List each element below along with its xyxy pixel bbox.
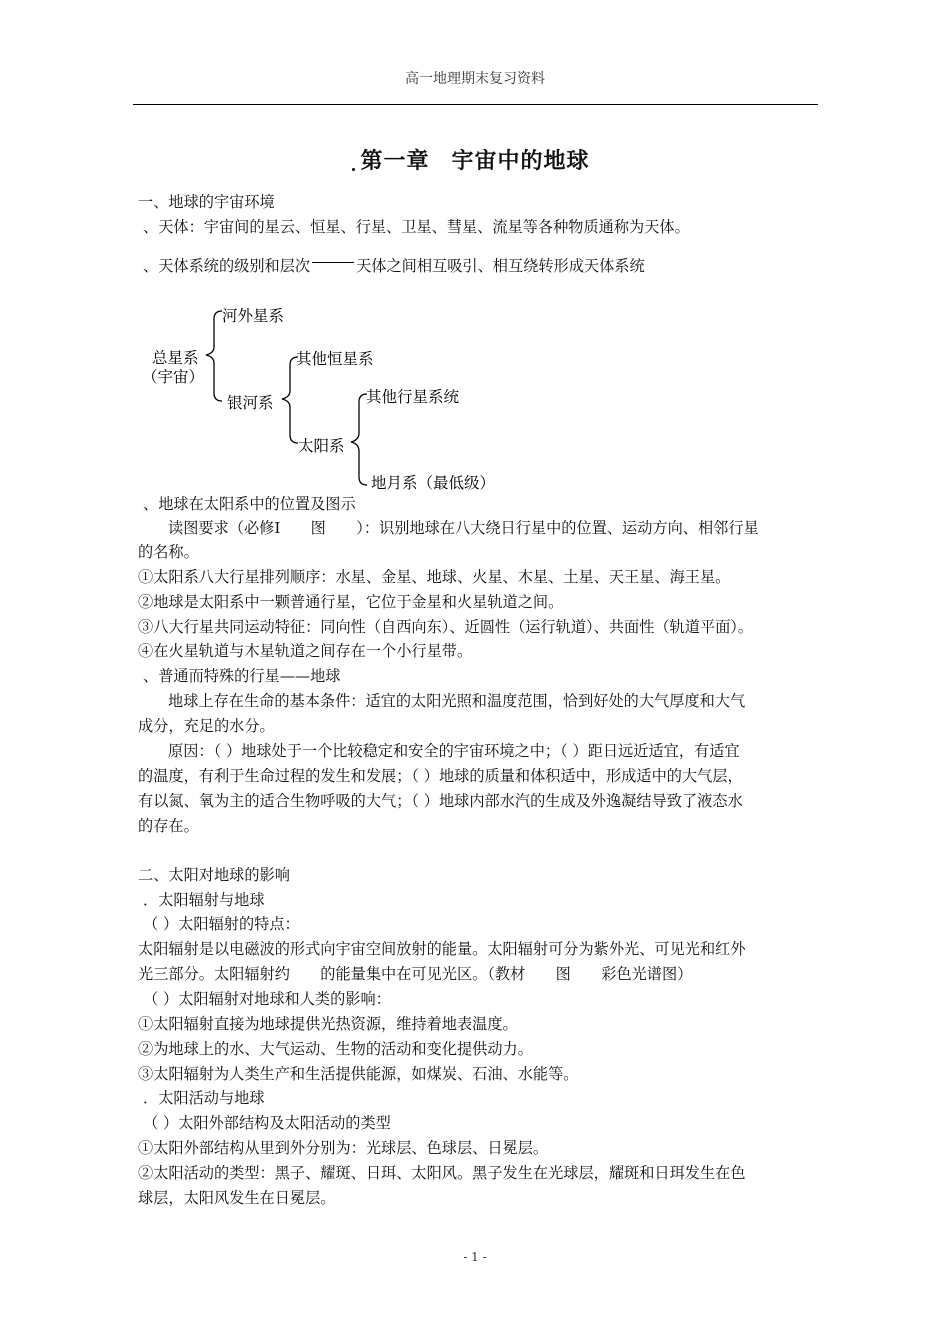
title-mark [352, 168, 355, 171]
text-line: ③八大行星共同运动特征：同向性（自西向东）、近圆性（运行轨道）、共面性（轨道平面）。 [138, 618, 754, 636]
text-line: 有以氮、氧为主的适合生物呼吸的大气；（ ）地球内部水汽的生成及外逸凝结导致了液态水 [138, 792, 743, 810]
text-line: ②太阳活动的类型：黑子、耀斑、日珥、太阳风。黑子发生在光球层，耀斑和日珥发生在色 [138, 1164, 746, 1182]
text-line: ②为地球上的水、大气运动、生物的活动和变化提供动力。 [138, 1040, 533, 1058]
text-line: ．太阳活动与地球 [143, 1089, 265, 1107]
text-line: 的名称。 [138, 543, 199, 561]
text-span: 天体之间相互吸引、相互绕转形成天体系统 [356, 257, 645, 275]
text-line: 、天体：宇宙间的星云、恒星、行星、卫星、彗星、流星等各种物质通称为天体。 [143, 218, 690, 236]
text-line: ②地球是太阳系中一颗普通行星，它位于金星和火星轨道之间。 [138, 593, 564, 611]
text-line: ．太阳辐射与地球 [143, 891, 265, 909]
text-span: 、天体系统的级别和层次 [143, 257, 311, 275]
label-yuzhou: （宇宙） [142, 368, 205, 386]
text-line: 的温度，有利于生命过程的发生和发展；（ ）地球的质量和体积适中，形成适中的大气层， [138, 767, 743, 785]
text-line: ①太阳辐射直接为地球提供光热资源，维持着地表温度。 [138, 1015, 518, 1033]
label-qitaxingxingxitong: 其他行星系统 [366, 388, 460, 406]
label-hewaixingxi: 河外星系 [222, 307, 285, 325]
label-diyuexi: 地月系（最低级） [371, 474, 496, 492]
text-line: ①太阳外部结构从里到外分别为：光球层、色球层、日冕层。 [138, 1139, 549, 1157]
text-line: ③太阳辐射为人类生产和生活提供能源，如煤炭、石油、水能等。 [138, 1065, 579, 1083]
text-line: 球层，太阳风发生在日冕层。 [138, 1189, 336, 1207]
header-divider [133, 104, 818, 105]
text-line: 太阳辐射是以电磁波的形式向宇宙空间放射的能量。太阳辐射可分为紫外光、可见光和红外 [138, 940, 746, 958]
label-yinhexi: 银河系 [227, 394, 274, 412]
section-heading-2: 二、太阳对地球的影响 [138, 866, 290, 884]
text-line: （ ）太阳辐射的特点： [143, 915, 300, 933]
celestial-system-diagram [140, 295, 520, 500]
text-line: （ ）太阳辐射对地球和人类的影响： [143, 990, 391, 1008]
label-zongxingxi: 总星系 [152, 349, 199, 367]
dash-connector [312, 262, 354, 263]
text-line: ④在火星轨道与木星轨道之间存在一个小行星带。 [138, 642, 473, 660]
text-line: ①太阳系八大行星排列顺序：水星、金星、地球、火星、木星、土星、天王星、海王星。 [138, 568, 731, 586]
chapter-title [0, 144, 950, 175]
text-line: 读图要求（必修Ⅰ 图 ）：识别地球在八大绕日行星中的位置、运动方向、相邻行星 [168, 519, 759, 537]
chapter-number: 第一章 [360, 149, 430, 174]
text-line: 、普通而特殊的行星——地球 [143, 667, 341, 685]
page-header: 高一地理期末复习资料 [405, 71, 545, 87]
text-line: 地球上存在生命的基本条件：适宜的太阳光照和温度范围，恰到好处的大气厚度和大气 [168, 692, 746, 710]
text-line: 的存在。 [138, 817, 199, 835]
text-line: 光三部分。太阳辐射约 的能量集中在可见光区。（教材 图 彩色光谱图） [138, 965, 693, 983]
page-number: - 1 - [463, 1250, 487, 1264]
text-line: 成分，充足的水分。 [138, 717, 275, 735]
text-line: 、地球在太阳系中的位置及图示 [143, 495, 356, 513]
text-line: （ ）太阳外部结构及太阳活动的类型 [143, 1114, 391, 1132]
text-line: 原因：（ ）地球处于一个比较稳定和安全的宇宙环境之中；（ ）距日远近适宜，有适宜 [168, 742, 740, 760]
section-heading-1: 一、地球的宇宙环境 [138, 193, 275, 211]
chapter-name: 宇宙中的地球 [451, 149, 590, 174]
label-taiyangxi: 太阳系 [298, 437, 345, 455]
label-qitahengxingxi: 其他恒星系 [296, 350, 374, 368]
brace-yinhe [282, 357, 298, 443]
text-line [143, 256, 823, 276]
brace-root [206, 311, 222, 401]
brace-taiyang [351, 394, 367, 485]
